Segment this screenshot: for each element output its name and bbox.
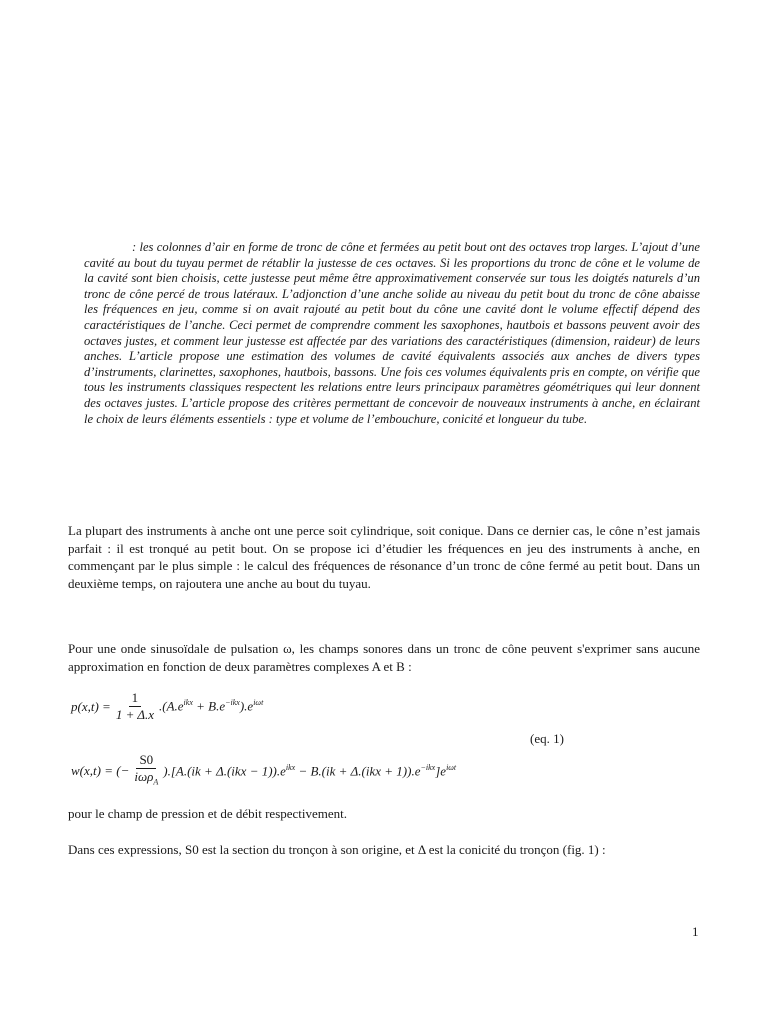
equation-flow [71,752,456,791]
abstract-text [84,240,700,427]
paragraph-expressions: Dans ces expressions, S0 est la section du tronçon à son origine, et Δ est la conicité du tronçon (fig. 1) : [68,842,606,857]
eq-p-fraction [113,690,157,723]
eq-w-rhs: )$.[A.(ik + \Delta.(ikx - 1)).e^{ikx} - B.(ik + \Delta.(ikx + 1)).e^{-ikx}]e^{i\omega t}$ [163,763,457,779]
eq-p-numerator: 1 [129,690,142,707]
eq-w-numerator: S0 [136,752,156,769]
paragraph-pression-debit: pour le champ de pression et de débit respectivement. [68,806,348,821]
eq-p-rhs: $.(A.e^{ikx} + B.e^{-ikx}).e^{i\omega t}$ [159,698,264,714]
eq-p-denominator: 1 + Δ.x [115,707,154,722]
eq-w-denominator: iωρ$_A$ [134,769,159,787]
paragraph-onde-sinusoidale: Pour une onde sinusoïdale de pulsation ω, les champs sonores dans un tronc de cône peuvent s'exprimer sans aucune approximation en fonction de deux paramètres complexes A et B : [68,641,700,674]
eq-w-fraction [131,752,161,791]
page-number: 1 [692,924,699,939]
eq-w-lhs: w(x,t) = (− [71,763,130,779]
equation-label: (eq. 1) [530,731,564,746]
abstract-body: : les colonnes d’air en forme de tronc de cône et fermées au petit bout ont des octaves trop larges. L’ajout d’une cavité au bout du tuyau permet de rétablir la justesse de ces octaves. Si les proportions du tronc de cône et le volume de la cavité sont bien choisis, cette justesse peut même être approximativement conservée sur tous les doigtés naturels d’un tronc de cône percé de trous latéraux. L’adjonction d’une anche solide au niveau du petit bout du tronc de cône abaisse les fréquences en jeu, comme si on avait rajouté au petit bout du cône une cavité dont le volume effectif dépend des caractéristiques de l’anche. Ceci permet de comprendre comment les saxophones, hautbois et bassons peuvent avoir des octaves justes, et comment leur justesse est affectée par des variations des caractéristiques (dimension, raideur) de leurs anches. L’article propose une estimation des volumes de cavité équivalents associés aux anches de divers types d’instruments, clarinettes, saxophones, hautbois, bassons. Une fois ces volumes équivalents pris en compte, on vérifie que tous les instruments classiques respectent les relations entre leurs principaux paramètres géométriques qui leur donnent des octaves justes. L’article propose des critères permettant de concevoir de nouveaux instruments à anche, en éclairant le choix de leurs éléments essentiels : type et volume de l’embouchure, conicité et longueur du tube. [84,240,700,426]
paragraph-intro: La plupart des instruments à anche ont une perce soit cylindrique, soit conique. Dans ce dernier cas, le cône n’est jamais parfait : il est tronqué au petit bout. On se propose ici d’étudier les fréquences en jeu des instruments à anche, en commençant par le plus simple : le calcul des fréquences de résonance d’un tronc de cône fermé au petit bout. Dans un deuxième temps, on rajoutera une anche au bout du tuyau. [68,523,700,591]
equation-pressure [71,690,263,723]
eq-p-lhs: p(x,t) = [71,698,111,714]
